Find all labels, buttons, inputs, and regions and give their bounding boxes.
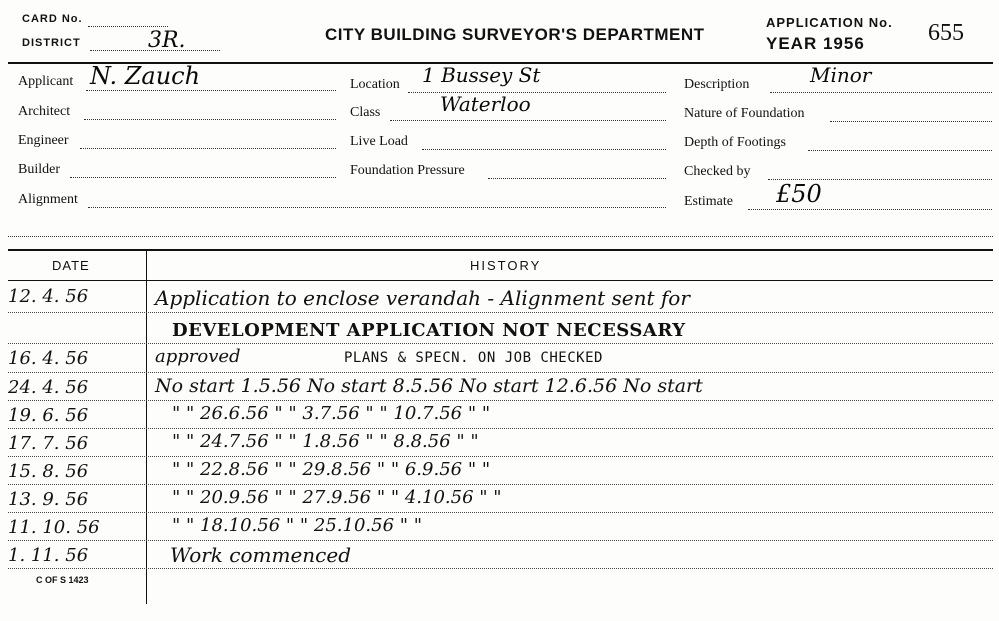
card-no-label: CARD No. [22,13,83,25]
builder-label: Builder [18,162,60,177]
nature-of-foundation-label: Nature of Foundation [684,106,805,121]
row-line [8,540,993,541]
history-entry: " " 26.6.56 " " 3.7.56 " " 10.7.56 " " [172,403,491,424]
applicant-value: N. Zauch [90,62,201,90]
row-line [8,568,993,569]
history-date: 19. 6. 56 [8,405,89,426]
live-load-label: Live Load [350,134,408,149]
applicant-line [86,90,336,91]
description-line [770,92,992,93]
history-entry: " " 18.10.56 " " 25.10.56 " " [172,515,423,536]
architect-label: Architect [18,104,71,119]
description-value: Minor [810,63,872,87]
history-entry: Application to enclose verandah - Alignment sent for [155,286,690,310]
alignment-label: Alignment [18,192,78,207]
application-no-label: APPLICATION No. [766,15,893,30]
extra-line [8,236,993,237]
history-stamp: DEVELOPMENT APPLICATION NOT NECESSARY [172,320,686,341]
description-label: Description [684,77,750,92]
engineer-line [80,148,336,149]
row-line [8,428,993,429]
depth-of-footings-label: Depth of Footings [684,135,786,150]
history-entry: No start 1.5.56 No start 8.5.56 No start 12.6.56 No start [155,375,703,397]
history-entry: " " 20.9.56 " " 27.9.56 " " 4.10.56 " " [172,487,502,508]
history-date: 1. 11. 56 [8,545,89,566]
row-line [8,512,993,513]
row-line [8,312,993,313]
live-load-line [422,149,666,150]
history-header-border [8,280,993,281]
foundation-pressure-label: Foundation Pressure [350,163,465,178]
district-label: DISTRICT [22,37,81,49]
foundation-pressure-line [488,178,666,179]
class-value: Waterloo [440,92,531,116]
depth-line [808,150,992,151]
class-line [390,120,666,121]
history-date: 13. 9. 56 [8,489,89,510]
location-value: 1 Bussey St [422,63,541,87]
architect-line [84,119,336,120]
history-top-border [8,249,993,251]
date-column-divider [146,249,147,604]
history-date: 17. 7. 56 [8,433,89,454]
row-line [8,484,993,485]
card-no-line [88,26,168,27]
history-header: HISTORY [470,258,542,273]
row-line [8,343,993,344]
form-code: C OF S 1423 [36,575,89,585]
history-entry: Work commenced [170,543,352,567]
history-entry: " " 24.7.56 " " 1.8.56 " " 8.8.56 " " [172,431,479,452]
year-label: YEAR 1956 [766,34,865,53]
history-date: 16. 4. 56 [8,348,89,369]
applicant-label: Applicant [18,74,74,89]
date-header: DATE [52,258,90,273]
location-label: Location [350,77,400,92]
history-date: 15. 8. 56 [8,461,89,482]
builder-line [70,177,336,178]
nature-line [830,121,992,122]
history-entry: approved [155,346,241,367]
history-date: 12. 4. 56 [8,286,89,307]
estimate-value: £50 [776,180,822,208]
history-entry: " " 22.8.56 " " 29.8.56 " " 6.9.56 " " [172,459,491,480]
row-line [8,400,993,401]
alignment-line [88,207,666,208]
department-title: CITY BUILDING SURVEYOR'S DEPARTMENT [325,25,705,44]
history-date: 11. 10. 56 [8,517,100,538]
row-line [8,456,993,457]
row-line [8,372,993,373]
history-date: 24. 4. 56 [8,377,89,398]
plans-checked-stamp: PLANS & SPECN. ON JOB CHECKED [344,350,603,366]
estimate-label: Estimate [684,194,733,209]
checked-by-label: Checked by [684,164,751,179]
application-number: 655 [928,20,964,46]
district-value: 3R. [148,28,186,53]
class-label: Class [350,105,381,120]
estimate-line [748,209,992,210]
engineer-label: Engineer [18,133,69,148]
